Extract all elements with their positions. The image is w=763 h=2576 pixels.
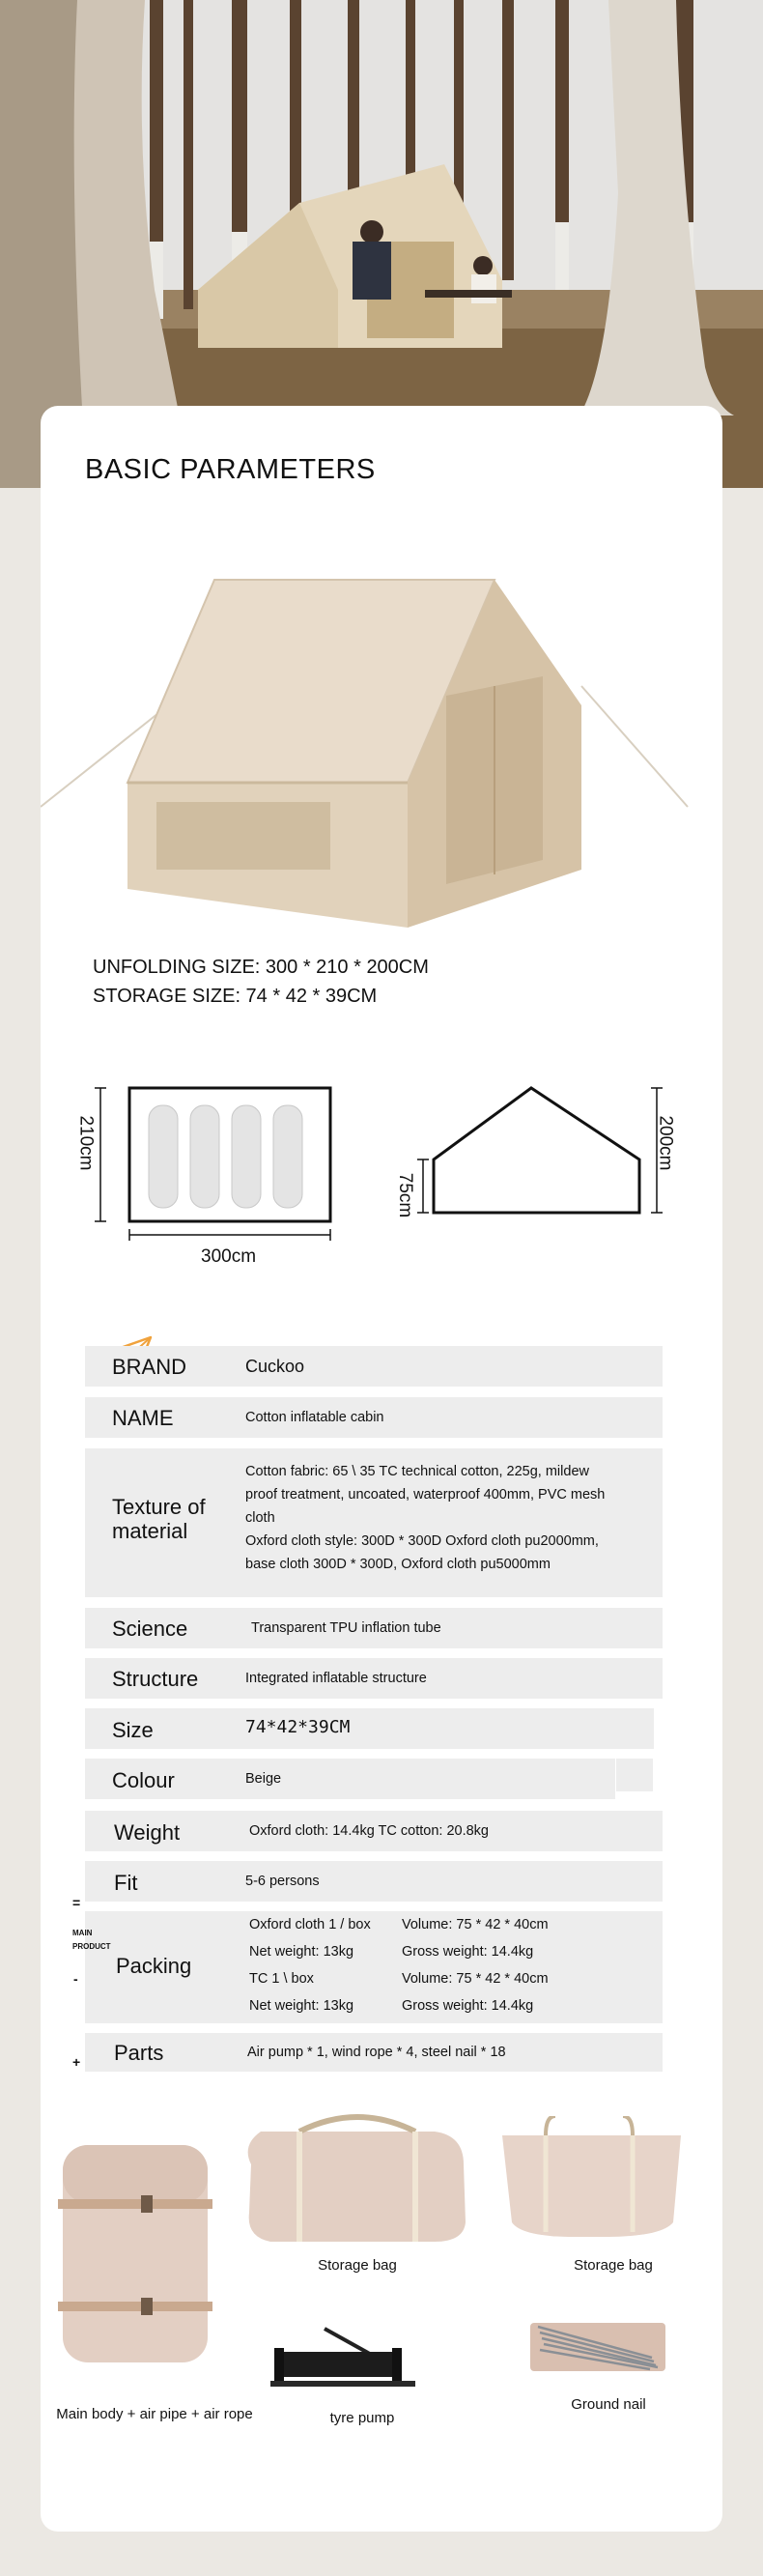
side-plus: + bbox=[72, 2054, 81, 2070]
texture-line: Oxford cloth style: 300D * 300D Oxford cloth pu2000mm, bbox=[245, 1533, 599, 1549]
tyre-pump-image bbox=[270, 2319, 425, 2406]
packing-cell: Net weight: 13kg bbox=[249, 1998, 354, 2014]
texture-line: proof treatment, uncoated, waterproof 400mm, PVC mesh bbox=[245, 1487, 606, 1503]
packing-cell: Volume: 75 * 42 * 40cm bbox=[402, 1917, 549, 1932]
param-row-texture bbox=[85, 1448, 663, 1597]
param-label: Parts bbox=[114, 2041, 164, 2065]
param-row-weight bbox=[85, 1811, 663, 1851]
packing-cell: Net weight: 13kg bbox=[249, 1944, 354, 1960]
param-row-fit bbox=[85, 1861, 663, 1902]
param-label: BRAND bbox=[112, 1355, 187, 1379]
param-label: NAME bbox=[112, 1406, 174, 1430]
param-row-science bbox=[85, 1608, 663, 1648]
param-label: Size bbox=[112, 1718, 154, 1742]
side-main: MAIN bbox=[72, 1929, 93, 1937]
side-product: PRODUCT bbox=[72, 1942, 111, 1951]
texture-line: cloth bbox=[245, 1510, 275, 1526]
floor-depth-label: 210cm bbox=[75, 1115, 97, 1171]
param-value: Integrated inflatable structure bbox=[245, 1671, 427, 1686]
caption-ground-nail: Ground nail bbox=[571, 2396, 646, 2413]
param-row-colour bbox=[85, 1759, 615, 1799]
param-label: Texture of material bbox=[112, 1495, 206, 1543]
colour-row-tail bbox=[616, 1759, 653, 1791]
page-title: BASIC PARAMETERS bbox=[85, 454, 376, 485]
caption-storage-bag-2: Storage bag bbox=[574, 2257, 653, 2274]
texture-line: Cotton fabric: 65 \ 35 TC technical cotton, 225g, mildew bbox=[245, 1464, 589, 1479]
param-row-size bbox=[85, 1708, 654, 1749]
storage-size: STORAGE SIZE: 74 * 42 * 39CM bbox=[93, 986, 378, 1007]
param-value: 5-6 persons bbox=[245, 1874, 320, 1889]
param-value: Oxford cloth: 14.4kg TC cotton: 20.8kg bbox=[249, 1823, 489, 1839]
floor-width-label: 300cm bbox=[201, 1246, 257, 1267]
param-row-structure bbox=[85, 1658, 663, 1699]
packing-cell: Gross weight: 14.4kg bbox=[402, 1944, 534, 1960]
param-value: Cuckoo bbox=[245, 1357, 305, 1376]
param-label: Packing bbox=[116, 1954, 192, 1978]
caption-main-body: Main body + air pipe + air rope bbox=[56, 2406, 253, 2422]
unfolding-size: UNFOLDING SIZE: 300 * 210 * 200CM bbox=[93, 957, 429, 978]
packing-cell: Volume: 75 * 42 * 40cm bbox=[402, 1971, 549, 1987]
dimension-diagram bbox=[41, 1082, 722, 1227]
texture-line: base cloth 300D * 300D, Oxford cloth pu5000mm bbox=[245, 1557, 551, 1572]
param-label: Structure bbox=[112, 1667, 199, 1691]
param-value: 74*42*39CM bbox=[245, 1717, 351, 1737]
storage-bag-2-image bbox=[497, 2116, 691, 2242]
param-label: Science bbox=[112, 1617, 188, 1641]
storage-bag-image bbox=[241, 2106, 473, 2251]
packing-cell: Oxford cloth 1 / box bbox=[249, 1917, 371, 1932]
param-value-multiline bbox=[245, 1460, 651, 1576]
packing-cell: Gross weight: 14.4kg bbox=[402, 1998, 534, 2014]
param-row-brand bbox=[85, 1346, 663, 1387]
param-value: Air pump * 1, wind rope * 4, steel nail * 18 bbox=[247, 2045, 506, 2060]
param-value: Beige bbox=[245, 1771, 282, 1787]
total-height-label: 200cm bbox=[655, 1115, 676, 1171]
main-body-image bbox=[58, 2135, 222, 2377]
tent-illustration bbox=[41, 551, 722, 957]
width-dimension-line bbox=[41, 1225, 722, 1254]
wall-height-label: 75cm bbox=[395, 1172, 416, 1218]
param-row-name bbox=[85, 1397, 663, 1438]
param-row-parts bbox=[85, 2033, 663, 2072]
ground-nail-image bbox=[526, 2315, 671, 2373]
param-label: Colour bbox=[112, 1768, 175, 1792]
side-equals: = bbox=[72, 1895, 81, 1910]
param-row-packing bbox=[85, 1911, 663, 2023]
caption-storage-bag-1: Storage bag bbox=[318, 2257, 397, 2274]
packing-cell: TC 1 \ box bbox=[249, 1971, 314, 1987]
param-label: Weight bbox=[114, 1820, 181, 1845]
param-value: Cotton inflatable cabin bbox=[245, 1410, 384, 1425]
caption-tyre-pump: tyre pump bbox=[329, 2410, 395, 2426]
param-label: Fit bbox=[114, 1871, 138, 1895]
param-value: Transparent TPU inflation tube bbox=[251, 1620, 441, 1636]
side-dash: - bbox=[73, 1971, 78, 1987]
